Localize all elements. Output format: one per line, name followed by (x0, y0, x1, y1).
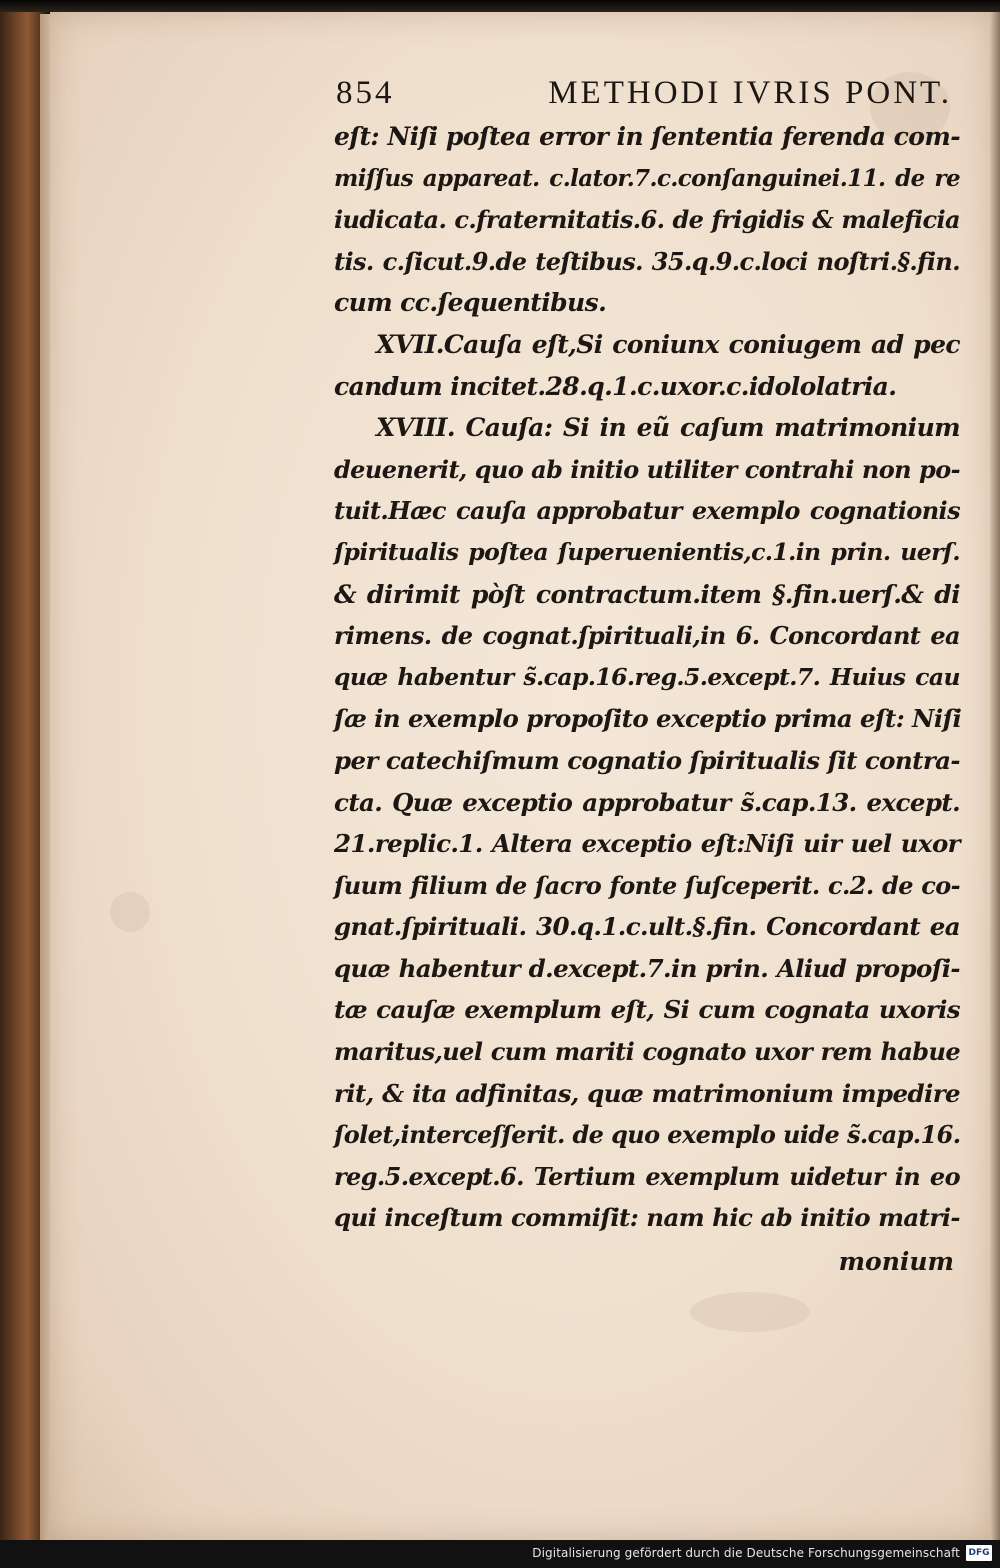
text-line: gnat.ſpirituali. 30.q.1.c.ult.§.fin. Concordant ea (334, 912, 960, 942)
text-line: quæ habentur d.except.7.in prin. Aliud propoſi- (334, 953, 960, 983)
paper-stain (110, 892, 150, 932)
text-line: rimens. de cognat.ſpirituali,in 6. Concordant ea (334, 621, 960, 651)
text-line: reg.5.except.6. Tertium exemplum uidetur in eo (334, 1161, 960, 1191)
text-line: eſt: Niſi poſtea error in ſententia ferenda com- (334, 122, 960, 151)
scan-top-edge (0, 0, 1000, 12)
text-line: candum incitet.28.q.1.c.uxor.c.idololatria. (334, 371, 897, 401)
text-line: qui inceſtum commiſit: nam hic ab initio matri- (334, 1203, 960, 1233)
text-line: & dirimit pòſt contractum.item §.fin.uerſ.& di (334, 579, 960, 609)
text-line: ſolet,interceſſerit. de quo exemplo uide s̃.cap.16. (334, 1120, 961, 1150)
paper-stain (690, 1292, 810, 1332)
text-line: iudicata. c.fraternitatis.6. de frigidis & maleficia (334, 205, 960, 235)
digitization-credit: Digitalisierung gefördert durch die Deutsche Forschungsgemeinschaft (532, 1546, 960, 1560)
text-line: tis. c.ſicut.9.de teſtibus. 35.q.9.c.loci noſtri.§.fin. (334, 246, 960, 276)
text-line: miſſus appareat. c.lator.7.c.conſanguinei.11. de re (334, 164, 960, 192)
running-title: METHODI IVRIS PONT. (548, 75, 952, 111)
page-number: 854 (336, 75, 395, 111)
text-line: maritus,uel cum mariti cognato uxor rem habue (334, 1037, 960, 1067)
text-line: tuit.Hæc cauſa approbatur exemplo cognationis (334, 496, 960, 526)
dfg-logo-icon: DFG (966, 1545, 992, 1561)
text-line: per catechiſmum cognatio ſpiritualis ſit contra- (334, 745, 960, 775)
text-line: ſæ in exemplo propoſito exceptio prima eſt: Niſi (334, 704, 962, 734)
text-line: XVIII. Cauſa: Si in eũ caſum matrimonium (376, 413, 960, 443)
text-line: cta. Quæ exceptio approbatur s̃.cap.13. except. (334, 787, 960, 817)
page-right-edge (990, 12, 1000, 1542)
running-head (336, 70, 952, 116)
text-line: ſpiritualis poſtea ſuperuenientis,c.1.in prin. uerſ. (334, 537, 960, 566)
catchword: monium (838, 1247, 954, 1277)
text-line: cum cc.ſequentibus. (334, 288, 607, 318)
text-line: ſuum filium de ſacro fonte ſuſceperit. c.2. de co- (334, 870, 960, 900)
text-line: quæ habentur s̃.cap.16.reg.5.except.7. Huius cau (334, 662, 960, 691)
text-line: deuenerit, quo ab initio utiliter contrahi non po- (334, 454, 960, 484)
text-line: tæ cauſæ exemplum eſt, Si cum cognata uxoris (334, 995, 960, 1025)
text-line: 21.replic.1. Altera exceptio eſt:Niſi uir uel uxor (334, 829, 960, 859)
text-line: XVII.Cauſa eſt,Si coniunx coniugem ad pec (376, 329, 960, 359)
text-line: rit, & ita adfinitas, quæ matrimonium impedire (334, 1078, 960, 1108)
page-text-block (334, 70, 960, 1283)
